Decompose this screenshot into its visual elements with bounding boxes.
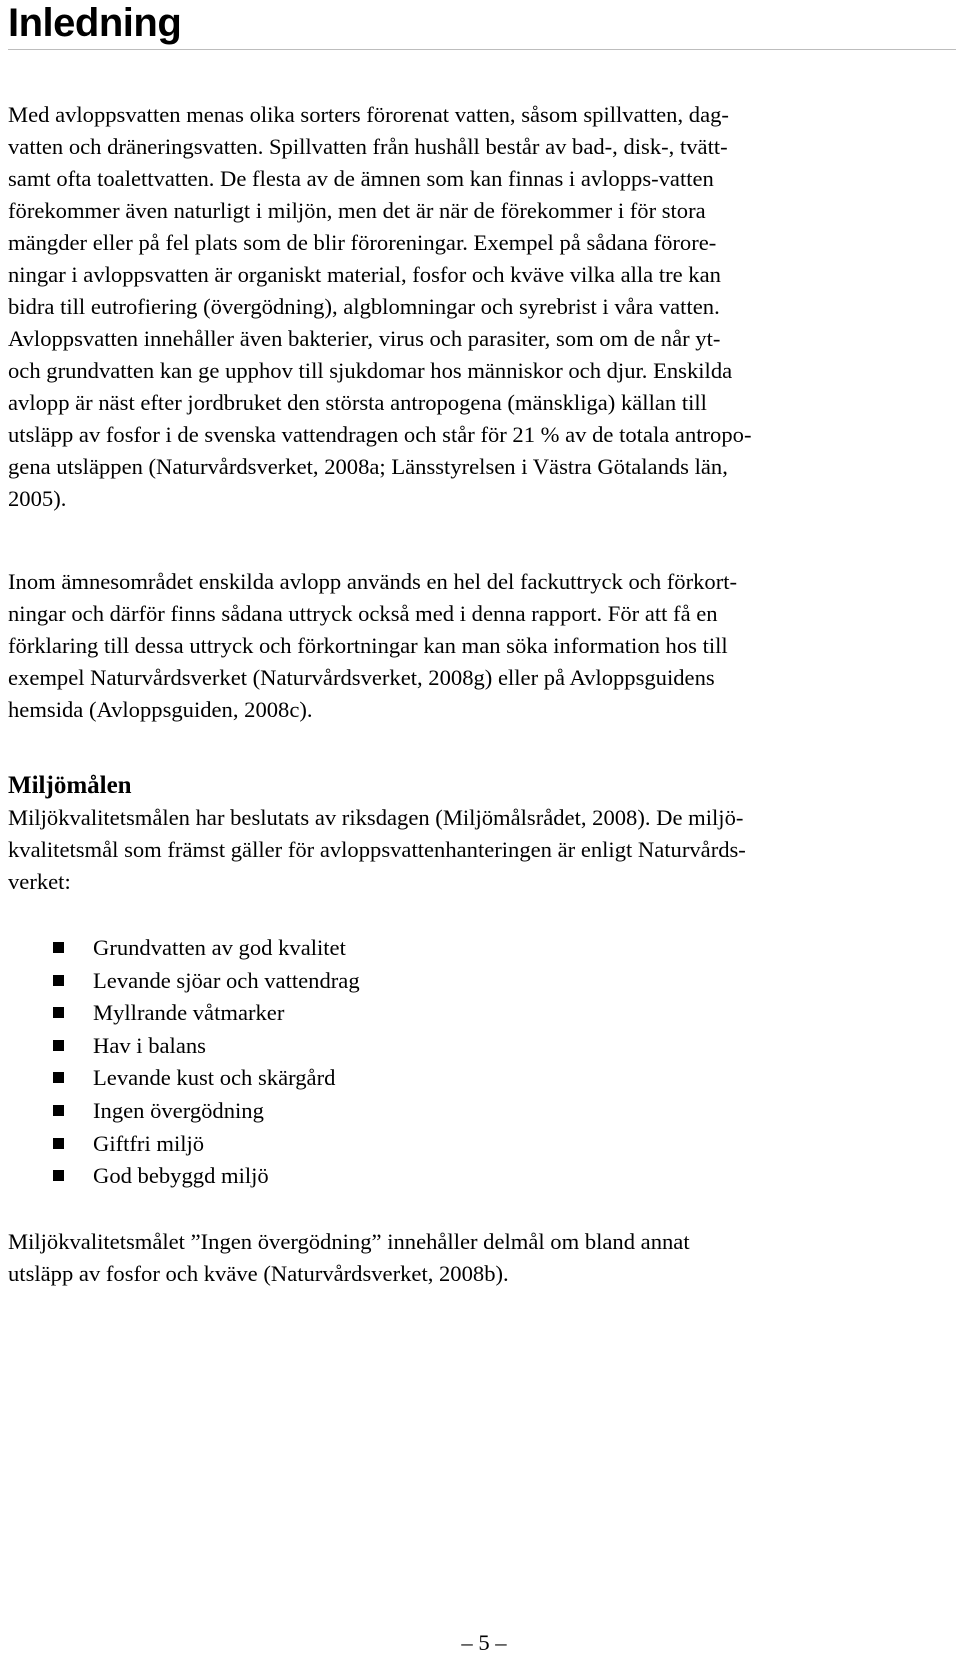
list-item <box>0 997 960 1030</box>
list-item-label: Grundvatten av god kvalitet <box>93 935 346 960</box>
page-heading: Inledning <box>8 1 182 45</box>
list-item-label: Giftfri miljö <box>93 1130 205 1156</box>
list-item <box>0 932 960 965</box>
environmental-goals-list <box>0 932 960 1193</box>
list-item-label: God bebyggd miljö <box>93 1163 269 1189</box>
list-item-label: Myllrande våtmarker <box>93 1000 285 1026</box>
miljomal-intro-paragraph: Miljökvalitetsmålen har beslutats av riksdagen (Miljömålsrådet, 2008). De miljö- kvalitetsmål som främst gäller för avloppsvattenhanteringen är enligt Naturvårds- verket: <box>8 805 746 894</box>
list-item <box>0 965 960 998</box>
terminology-paragraph: Inom ämnesområdet enskilda avlopp används en hel del fackuttryck och förkort- ningar och därför finns sådana uttryck också med i denna rapport. För att få en förklaring till dessa uttryck och förkortningar kan man söka information hos till exempel Naturvårdsverket (Naturvårdsverket, 2008g) eller på Avloppsguidens hemsida (Avloppsguiden, 2008c). <box>8 569 738 722</box>
list-item <box>0 1160 960 1193</box>
list-item-label: Hav i balans <box>93 1032 206 1058</box>
square-bullet-icon <box>53 1170 64 1181</box>
square-bullet-icon <box>53 1105 64 1116</box>
list-item <box>0 1062 960 1095</box>
square-bullet-icon <box>53 942 64 953</box>
list-item-label: Levande sjöar och vattendrag <box>93 967 360 993</box>
square-bullet-icon <box>53 975 64 986</box>
list-item-label: Ingen övergödning <box>93 1097 264 1123</box>
square-bullet-icon <box>53 1007 64 1018</box>
square-bullet-icon <box>53 1072 64 1083</box>
list-item-label: Levande kust och skärgård <box>93 1065 336 1091</box>
list-item <box>0 1030 960 1063</box>
page-number: – 5 – <box>461 1630 507 1655</box>
heading-divider <box>8 49 956 50</box>
list-item <box>0 1095 960 1128</box>
square-bullet-icon <box>53 1040 64 1051</box>
intro-paragraph: Med avloppsvatten menas olika sorters förorenat vatten, såsom spillvatten, dag- vatten och dräneringsvatten. Spillvatten från hushåll består av bad-, disk-, tvätt- samt ofta toalettvatten. De flesta av de ämnen som kan finnas i avlopps-vatten förekommer även naturligt i miljön, men det är när de förekommer i för stora mängder eller på fel plats som de blir föroreningar. Exempel på sådana förore- ningar i avloppsvatten är organiskt material, fosfor och kväve vilka alla tre kan bidra till eutrofiering (övergödning), algblomningar och syrebrist i våra vatten. Avloppsvatten innehåller även bakterier, virus och parasiter, som om de når yt- och grundvatten kan ge upphov till sjukdomar hos människor och djur. Enskilda avlopp är näst efter jordbruket den största antropogena (mänskliga) källan till utsläpp av fosfor i de svenska vattendragen och står för 21 % av de totala antropo- gena utsläppen (Naturvårdsverket, 2008a; Länsstyrelsen i Västra Götalands län, 2005). <box>8 102 752 511</box>
closing-paragraph: Miljökvalitetsmålet ”Ingen övergödning” innehåller delmål om bland annat utsläpp av fosfor och kväve (Naturvårdsverket, 2008b). <box>8 1229 690 1286</box>
list-item <box>0 1128 960 1161</box>
section-heading-miljomalen: Miljömålen <box>8 772 132 799</box>
square-bullet-icon <box>53 1138 64 1149</box>
